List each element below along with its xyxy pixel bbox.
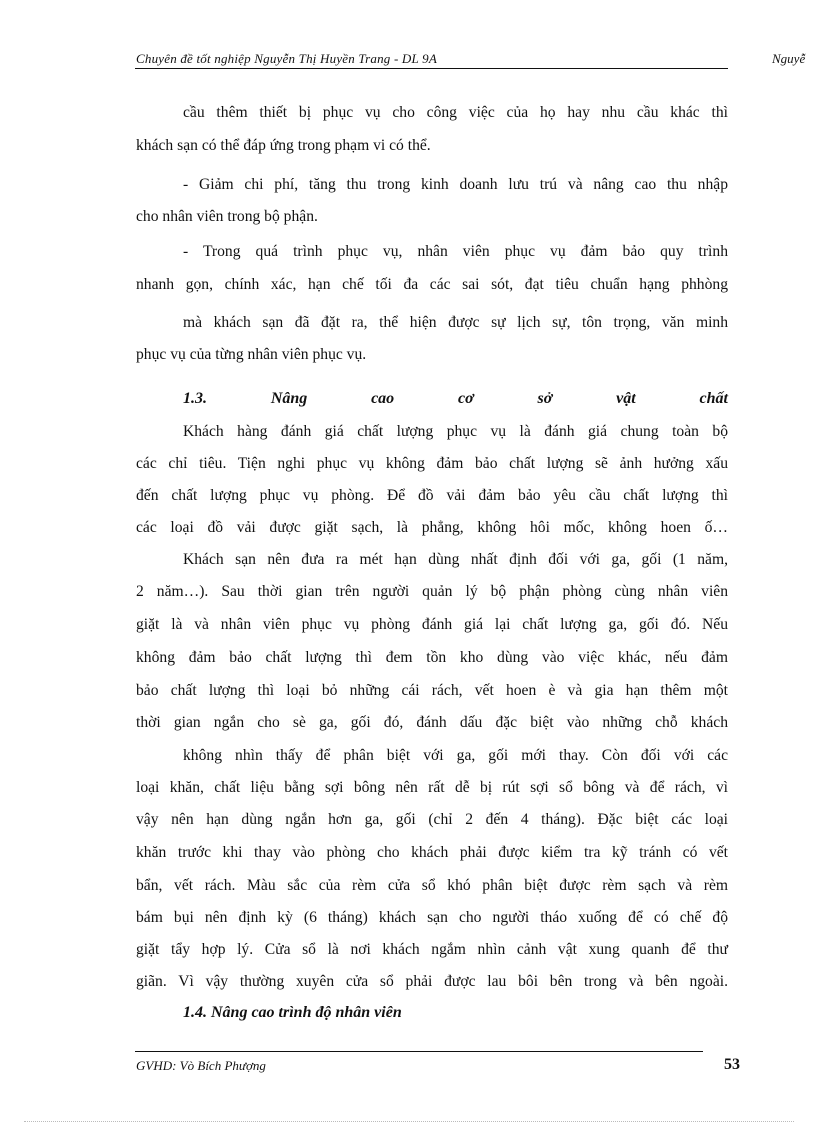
body-line: các chỉ tiêu. Tiện nghi phục vụ không đảm bảo chất lượng sẽ ảnh hưởng xấu <box>136 455 728 472</box>
body-line: giặt là và nhân viên phục vụ phòng đánh giá lại chất lượng ga, gối đó. Nếu <box>136 616 728 633</box>
body-line: bẩn, vết rách. Màu sắc của rèm cửa sổ khó phân biệt được rèm sạch và rèm <box>136 877 728 894</box>
body-line: giãn. Vì vậy thường xuyên cửa sổ phải được lau bôi bên trong và bên ngoài. <box>136 973 728 990</box>
section-heading-1-4: 1.4. Nâng cao trình độ nhân viên <box>183 1004 402 1021</box>
page-number: 53 <box>724 1056 740 1073</box>
header-author-truncated: Nguyễ <box>772 51 806 66</box>
heading-word: cơ <box>458 390 474 407</box>
body-line: cầu thêm thiết bị phục vụ cho công việc của họ hay nhu cầu khác thì <box>183 104 728 121</box>
body-line: cho nhân viên trong bộ phận. <box>136 208 318 225</box>
section-heading-1-3 <box>183 390 728 408</box>
footer-advisor: GVHD: Vò Bích Phượng <box>136 1058 266 1073</box>
body-line: không nhìn thấy để phân biệt với ga, gối mới thay. Còn đối với các <box>183 747 728 764</box>
body-line: mà khách sạn đã đặt ra, thể hiện được sự lịch sự, tôn trọng, văn minh <box>183 314 728 331</box>
heading-word: cao <box>371 390 395 407</box>
footer-rule <box>135 1051 703 1052</box>
heading-word: vật <box>616 390 636 407</box>
body-line: khách sạn có thể đáp ứng trong phạm vi có thể. <box>136 137 431 154</box>
heading-word: sở <box>537 390 553 407</box>
header-title: Chuyên đề tốt nghiệp Nguyễn Thị Huyền Trang - DL 9A <box>136 51 437 66</box>
page-edge-divider <box>24 1121 794 1122</box>
body-line: giặt tẩy hợp lý. Cửa sổ là nơi khách ngắm nhìn cảnh vật xung quanh để thư <box>136 941 728 958</box>
body-line: vậy nên hạn dùng ngắn hơn ga, gối (chỉ 2 đến 4 tháng). Đặc biệt các loại <box>136 811 728 828</box>
header-rule <box>135 68 728 69</box>
body-line: Khách sạn nên đưa ra mét hạn dùng nhất định đối với ga, gối (1 năm, <box>183 551 728 568</box>
body-line: bảo chất lượng thì loại bỏ những cái rách, vết hoen è và gia hạn thêm một <box>136 682 728 699</box>
body-line: các loại đồ vải được giặt sạch, là phẳng, không hôi mốc, không hoen ố… <box>136 519 728 536</box>
body-line: phục vụ của từng nhân viên phục vụ. <box>136 346 367 363</box>
heading-word: Nâng <box>270 390 308 407</box>
body-line: đến chất lượng phục vụ phòng. Để đồ vải đảm bảo yêu cầu chất lượng thì <box>136 487 728 504</box>
heading-word: chất <box>699 390 728 407</box>
heading-number: 1.3. <box>183 390 207 407</box>
body-line: 2 năm…). Sau thời gian trên người quản lý bộ phận phòng cùng nhân viên <box>136 583 728 600</box>
body-line: thời gian ngắn cho sè ga, gối đó, đánh dấu đặc biệt vào những chỗ khách <box>136 714 728 731</box>
body-line: - Trong quá trình phục vụ, nhân viên phục vụ đảm bảo quy trình <box>183 243 728 260</box>
body-line: Khách hàng đánh giá chất lượng phục vụ là đánh giá chung toàn bộ <box>183 423 728 440</box>
body-line: loại khăn, chất liệu bằng sợi bông nên rất dễ bị rút sợi sổ bông và để rách, vì <box>136 779 728 796</box>
body-line: bám bụi nên định kỳ (6 tháng) khách sạn cho người tháo xuống để có chế độ <box>136 909 728 926</box>
body-line: nhanh gọn, chính xác, hạn chế tối đa các sai sót, đạt tiêu chuẩn hạng phhòng <box>136 276 728 293</box>
body-line: khăn trước khi thay vào phòng cho khách phải được kiểm tra kỹ tránh có vết <box>136 844 728 861</box>
body-line: - Giảm chi phí, tăng thu trong kinh doanh lưu trú và nâng cao thu nhập <box>183 176 728 193</box>
body-line: không đảm bảo chất lượng thì đem tồn kho dùng vào việc khác, nếu đảm <box>136 649 728 666</box>
